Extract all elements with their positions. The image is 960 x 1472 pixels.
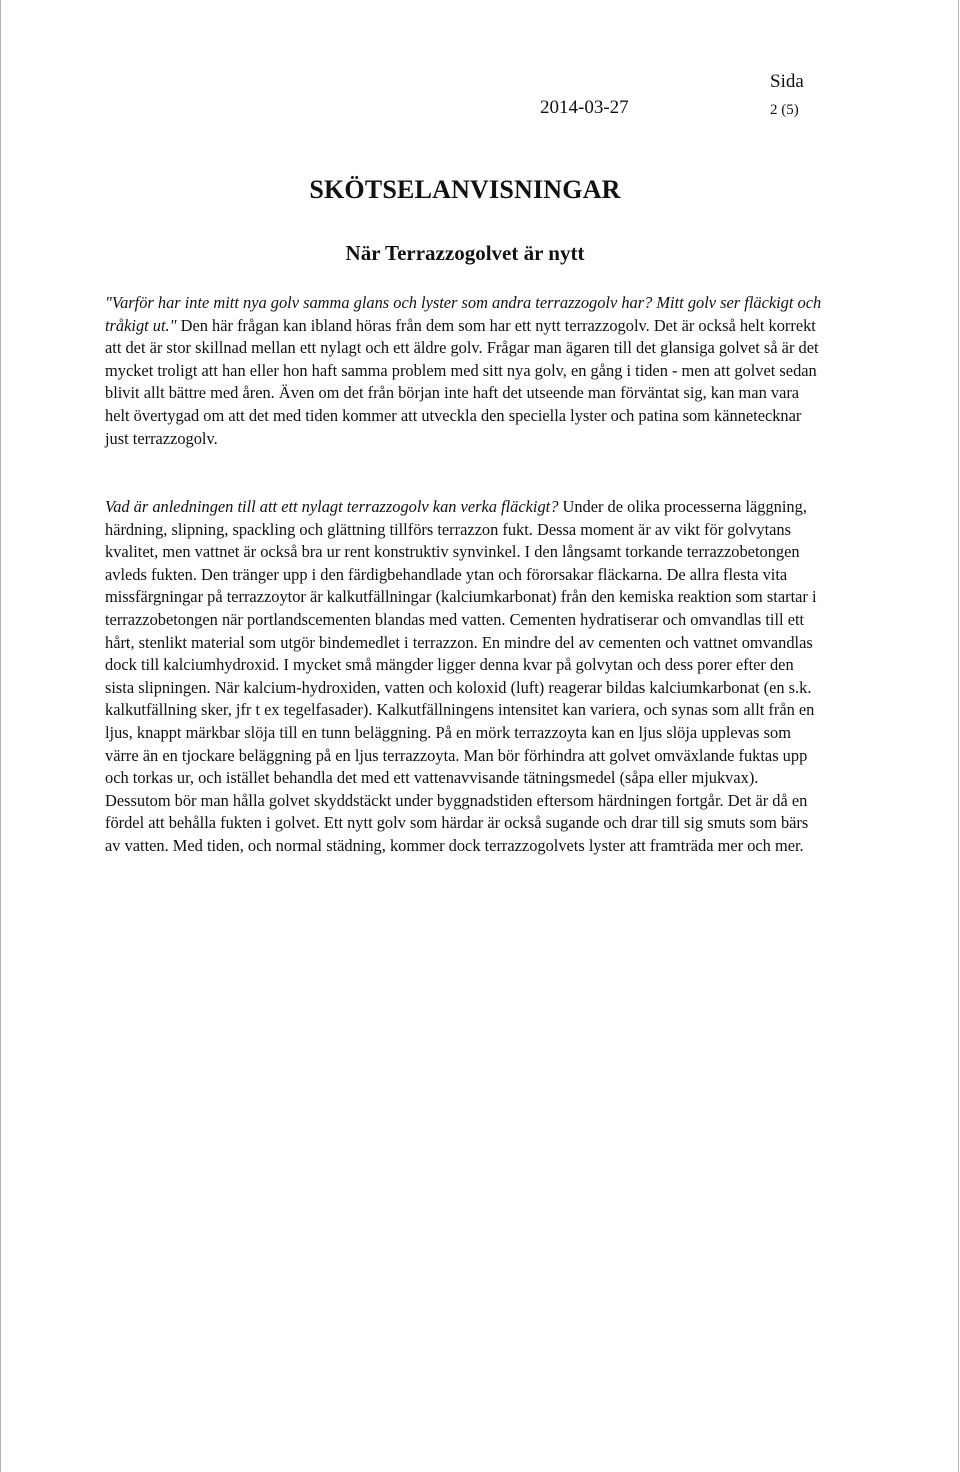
document-subtitle: När Terrazzogolvet är nytt	[345, 241, 585, 265]
body-paragraph-1	[105, 292, 825, 450]
quote-italic: "Varför har inte mitt nya golv samma glans och lyster som andra terrazzogolv har? Mitt golv ser fläckigt och tråkigt ut."	[105, 293, 822, 335]
question-italic: Vad är anledningen till att ett nylagt terrazzogolv kan verka fläckigt?	[105, 497, 559, 516]
header-date: 2014-03-27	[540, 97, 629, 118]
page-border-left	[0, 0, 1, 1472]
page-number: 2 (5)	[770, 102, 799, 118]
page-border-right	[958, 0, 959, 1472]
document-title: SKÖTSELANVISNINGAR	[309, 175, 621, 204]
paragraph-1-text: Den här frågan kan ibland höras från dem som har ett nytt terrazzogolv. Det är också helt korrekt att det är stor skillnad mellan ett nylagt och ett äldre golv. Frågar man ägaren till det glansiga golvet så är det mycket troligt att han eller hon haft samma problem med sitt nya golv, en gång i tiden - men att golvet sedan blivit allt bättre med åren. Även om det från början inte haft det utseende man förväntat sig, kan man vara helt övertygad om att det med tiden kommer att utveckla den speciella lyster och patina som kännetecknar just terrazzogolv.	[105, 315, 819, 448]
page-label: Sida	[770, 71, 804, 92]
paragraph-2-text: Under de olika processerna läggning, härdning, slipning, spackling och glättning tillförs terrazzon fukt. Dessa moment är av vikt för golvytans kvalitet, men vattnet är också bra ur rent konstruktiv synvinkel. I den långsamt torkande terrazzobetongen avleds fukten. Den tränger upp i den färdigbehandlade ytan och förorsakar fläckarna. De allra flesta vita missfärgningar på terrazzoytor är kalkutfällningar (kalciumkarbonat) från den kemiska reaktion som startar i terrazzobetongen när portlandscementen blandas med vatten. Cementen hydratiserar och omvandlas till ett hårt, stenlikt material som utgör bindemedlet i terrazzon. En mindre del av cementen och vattnet omvandlas dock till kalciumhydroxid. I mycket små mängder ligger denna kvar på golvytan och dess porer efter den sista slipningen. När kalcium-hydroxiden, vatten och koloxid (luft) reagerar bildas kalciumkarbonat (en s.k. kalkutfällning sker, jfr t ex tegelfasader). Kalkutfällningens intensitet kan variera, och synas som allt från en ljus, knappt märkbar slöja till en tunn beläggning. På en mörk terrazzoyta kan en ljus slöja upplevas som värre än en tjockare beläggning på en ljus terrazzoyta. Man bör förhindra att golvet omväxlande fuktas upp och torkas ur, och istället behandla det med ett vattenavvisande tätningsmedel (såpa eller mjukvax). Dessutom bör man hålla golvet skyddstäckt under byggnadstiden eftersom härdningen fortgår. Det är då en fördel att behålla fukten i golvet. Ett nytt golv som härdar är också sugande och drar till sig smuts som bärs av vatten. Med tiden, och normal städning, kommer dock terrazzogolvets lyster att framträda mer och mer.	[105, 497, 817, 855]
body-paragraph-2	[105, 496, 825, 858]
header-page-indicator	[770, 70, 830, 120]
